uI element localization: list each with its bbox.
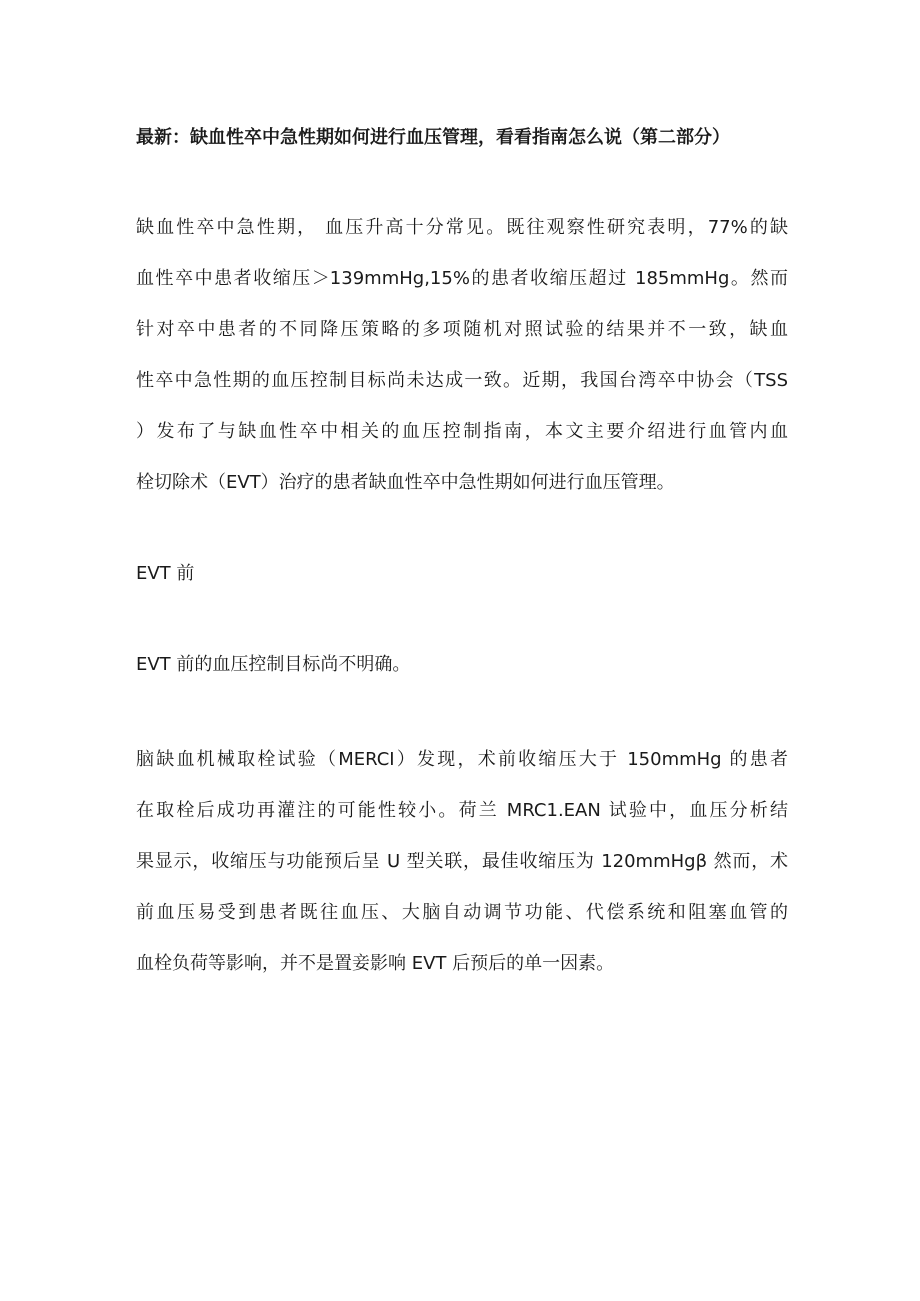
detail-line: 前血压易受到患者既往血压、大脑自动调节功能、代偿系统和阻塞血管的 xyxy=(136,902,788,923)
document-title: 最新：缺血性卒中急性期如何进行血压管理，看看指南怎么说（第二部分） xyxy=(136,127,730,148)
intro-line: 缺血性卒中急性期， 血压升高十分常见。既往观察性研究表明，77%的缺 xyxy=(136,217,788,238)
intro-line: 针对卒中患者的不同降压策略的多项随机对照试验的结果并不一致，缺血 xyxy=(136,319,788,340)
intro-line: ）发布了与缺血性卒中相关的血压控制指南，本文主要介绍进行血管内血 xyxy=(136,421,788,442)
intro-line: 性卒中急性期的血压控制目标尚未达成一致。近期，我国台湾卒中协会（TSS xyxy=(136,370,788,391)
section-summary: EVT 前的血压控制目标尚不明确。 xyxy=(136,654,411,675)
detail-line: 在取栓后成功再灌注的可能性较小。荷兰 MRC1.EAN 试验中，血压分析结 xyxy=(136,800,788,821)
section-heading: EVT 前 xyxy=(136,563,195,584)
detail-paragraph xyxy=(136,743,788,998)
intro-paragraph xyxy=(136,211,788,517)
detail-line: 果显示，收缩压与功能预后呈 U 型关联，最佳收缩压为 120mmHgβ 然而，术 xyxy=(136,851,788,872)
intro-line: 栓切除术（EVT）治疗的患者缺血性卒中急性期如何进行血压管理。 xyxy=(136,472,675,493)
intro-line: 血性卒中患者收缩压＞139mmHg,15%的患者收缩压超过 185mmHg。然而 xyxy=(136,268,788,289)
detail-line: 血栓负荷等影响，并不是置妾影响 EVT 后预后的单一因素。 xyxy=(136,953,615,974)
detail-line: 脑缺血机械取栓试验（MERCI）发现，术前收缩压大于 150mmHg 的患者 xyxy=(136,749,788,770)
